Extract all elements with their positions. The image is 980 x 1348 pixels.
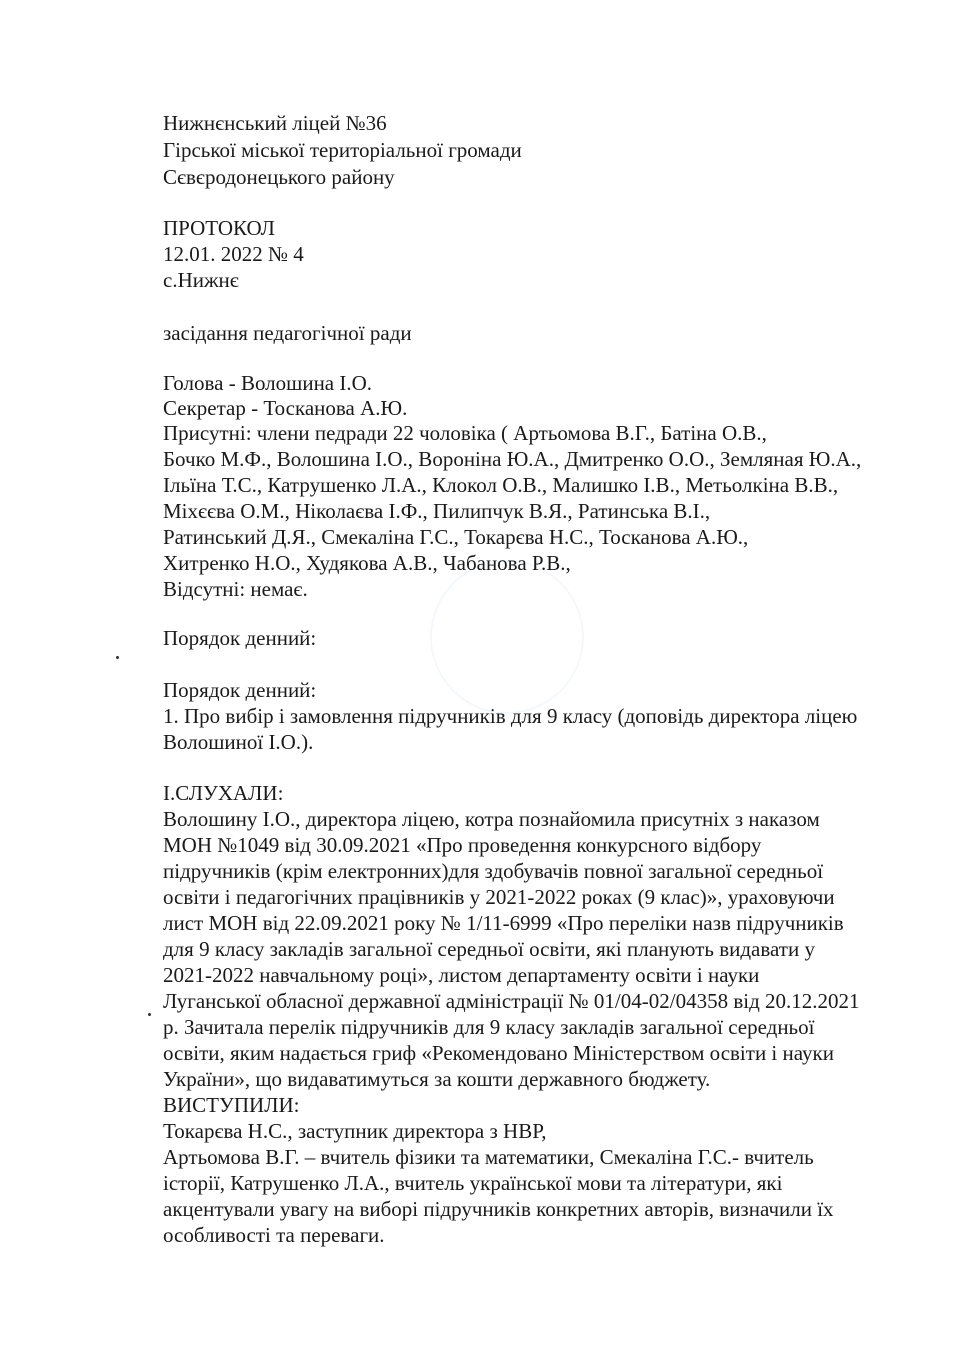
present-line: Бочко М.Ф., Волошина І.О., Вороніна Ю.А., Дмитренко О.О., Земляная Ю.А., xyxy=(163,447,862,471)
spoke-line: акцентували увагу на виборі підручників конкретних авторів, визначили їх xyxy=(163,1197,834,1221)
school-name: Нижнєнський ліцей №36 xyxy=(163,111,387,135)
spoke-heading: ВИСТУПИЛИ: xyxy=(163,1093,300,1117)
absent-line: Відсутні: немає. xyxy=(163,577,308,601)
present-line: Присутні: члени педради 22 чоловіка ( Артьомова В.Г., Батіна О.В., xyxy=(163,421,767,445)
heard-line: лист МОН від 22.09.2021 року № 1/11-6999 «Про переліки назв підручників xyxy=(163,911,844,935)
heard-line: України», що видаватимуться за кошти державного бюджету. xyxy=(163,1067,711,1091)
spoke-line: Токарєва Н.С., заступник директора з НВР, xyxy=(163,1119,547,1143)
present-line: Ільїна Т.С., Катрушенко Л.А., Клокол О.В., Малишко І.В., Метьолкіна В.В., xyxy=(163,473,839,497)
heard-line: Луганської обласної державної адміністрації № 01/04-02/04358 від 20.12.2021 xyxy=(163,989,860,1013)
present-line: Міхєєва О.М., Ніколаєва І.Ф., Пилипчук В.Я., Ратинська В.І., xyxy=(163,499,711,523)
spoke-line: Артьомова В.Г. – вчитель фізики та математики, Смекаліна Г.С.- вчитель xyxy=(163,1145,814,1169)
protocol-date-number: 12.01. 2022 № 4 xyxy=(163,242,304,266)
spoke-line: особливості та переваги. xyxy=(163,1223,385,1247)
scan-speck xyxy=(116,656,119,659)
agenda-heading: Порядок денний: xyxy=(163,678,317,702)
spoke-line: історії, Катрушенко Л.А., вчитель української мови та літератури, які xyxy=(163,1171,783,1195)
protocol-title: ПРОТОКОЛ xyxy=(163,216,275,240)
district-name: Сєвєродонецького району xyxy=(163,165,395,189)
heard-line: МОН №1049 від 30.09.2021 «Про проведення конкурсного відбору xyxy=(163,833,762,857)
heard-line: освіти і педагогічних працівників у 2021-2022 роках (9 клас)», ураховуючи xyxy=(163,885,835,909)
heard-line: р. Зачитала перелік підручників для 9 класу закладів загальної середньої xyxy=(163,1015,815,1039)
chair-line: Голова - Волошина І.О. xyxy=(163,371,373,395)
scan-speck xyxy=(148,1013,151,1016)
heard-line: 2021-2022 навчальному році», листом департаменту освіти і науки xyxy=(163,963,760,987)
agenda-item-line: 1. Про вибір і замовлення підручників для 9 класу (доповідь директора ліцею xyxy=(163,704,858,728)
present-line: Хитренко Н.О., Худякова А.В., Чабанова Р.В., xyxy=(163,551,571,575)
heard-heading: І.СЛУХАЛИ: xyxy=(163,781,284,805)
agenda-heading: Порядок денний: xyxy=(163,626,317,650)
agenda-item-line: Волошиної І.О.). xyxy=(163,730,314,754)
heard-line: освіти, яким надається гриф «Рекомендовано Міністерством освіти і науки xyxy=(163,1041,834,1065)
heard-line: підручників (крім електронних)для здобувачів повної загальної середньої xyxy=(163,859,824,883)
heard-line: Волошину І.О., директора ліцею, котра познайомила присутніх з наказом xyxy=(163,807,820,831)
heard-line: для 9 класу закладів загальної середньої освіти, які планують видавати у xyxy=(163,937,815,961)
community-name: Гірської міської територіальної громади xyxy=(163,138,522,162)
meeting-subject: засідання педагогічної ради xyxy=(163,321,412,345)
present-line: Ратинський Д.Я., Смекаліна Г.С., Токарєва Н.С., Тосканова А.Ю., xyxy=(163,525,749,549)
faint-stamp-watermark xyxy=(430,560,584,714)
secretary-line: Секретар - Тосканова А.Ю. xyxy=(163,396,408,420)
protocol-place: с.Нижнє xyxy=(163,268,239,292)
